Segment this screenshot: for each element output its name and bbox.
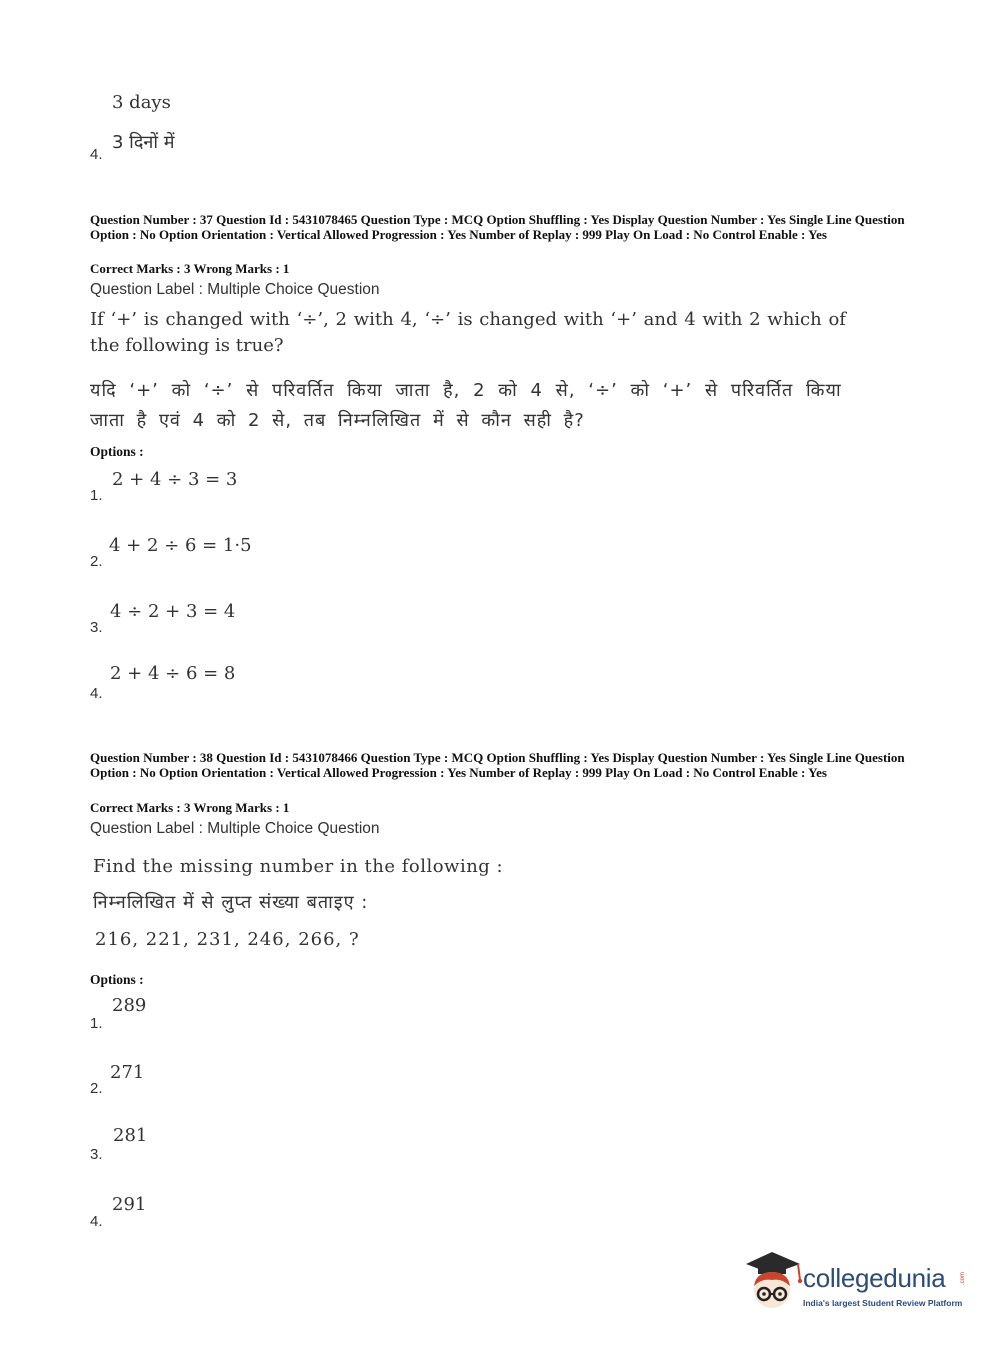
q37-option-3-number: 3.: [90, 619, 103, 636]
q37-option-3-value: 4 ÷ 2 + 3 = 4: [110, 601, 236, 622]
mascot-icon: [742, 1250, 804, 1312]
q37-options-label: Options :: [90, 444, 144, 459]
prev-option-4-text-hi: 3 दिनों में: [112, 132, 175, 153]
q38-option-1-value: 289: [112, 995, 147, 1016]
q37-option-2-value: 4 + 2 ÷ 6 = 1·5: [109, 535, 252, 556]
q37-option-1-value: 2 + 4 ÷ 3 = 3: [112, 469, 238, 490]
logo-tagline: India's largest Student Review Platform: [803, 1298, 963, 1308]
q38-option-4-number: 4.: [90, 1213, 103, 1230]
q37-meta: Question Number : 37 Question Id : 5431078465 Question Type : MCQ Option Shuffling : Yes Display Question Number : Yes Single Line Question Option : No Option Orientation : Vertical Allowed Progression : Yes Number of Replay : 999 Play On Load : No Control Enable : Yes: [90, 212, 905, 242]
q38-option-3-number: 3.: [90, 1146, 103, 1163]
q38-meta: Question Number : 38 Question Id : 5431078466 Question Type : MCQ Option Shuffling : Yes Display Question Number : Yes Single Line Question Option : No Option Orientation : Vertical Allowed Progression : Yes Number of Replay : 999 Play On Load : No Control Enable : Yes: [90, 750, 905, 780]
q37-text-hi-line-2: जाता है एवं 4 को 2 से, तब निम्नलिखित में से कौन सही है?: [90, 410, 585, 431]
q37-label: Question Label : Multiple Choice Question: [90, 281, 380, 298]
q38-option-3-value: 281: [113, 1125, 148, 1146]
q38-text-hi: निम्नलिखित में से लुप्त संख्या बताइए :: [93, 892, 369, 913]
q38-option-2-number: 2.: [90, 1080, 103, 1097]
logo-com: .com: [960, 1272, 966, 1286]
q38-option-1-number: 1.: [90, 1015, 103, 1032]
prev-option-4-text-en: 3 days: [112, 92, 171, 113]
prev-option-4-number: 4.: [90, 146, 103, 163]
q37-marks: Correct Marks : 3 Wrong Marks : 1: [90, 261, 290, 276]
q38-text-en: Find the missing number in the following :: [93, 856, 504, 877]
q38-marks: Correct Marks : 3 Wrong Marks : 1: [90, 800, 290, 815]
logo-name: collegedunia: [803, 1263, 946, 1293]
q37-option-4-value: 2 + 4 ÷ 6 = 8: [110, 663, 236, 684]
q37-text-en-line-1: If ‘+’ is changed with ‘÷’, 2 with 4, ‘÷’ is changed with ‘+’ and 4 with 2 which of: [90, 309, 846, 330]
q37-option-1-number: 1.: [90, 487, 103, 504]
q37-text-en-line-2: the following is true?: [90, 335, 284, 356]
q38-series: 216, 221, 231, 246, 266, ?: [95, 929, 360, 950]
q37-text-hi-line-1: यदि ‘+’ को ‘÷’ से परिवर्तित किया जाता है, 2 को 4 से, ‘÷’ को ‘+’ से परिवर्तित किया: [90, 380, 842, 401]
q37-option-2-number: 2.: [90, 553, 103, 570]
q38-options-label: Options :: [90, 972, 144, 987]
q38-label: Question Label : Multiple Choice Question: [90, 820, 380, 837]
q37-option-4-number: 4.: [90, 685, 103, 702]
q38-option-4-value: 291: [112, 1194, 147, 1215]
q38-option-2-value: 271: [110, 1062, 145, 1083]
